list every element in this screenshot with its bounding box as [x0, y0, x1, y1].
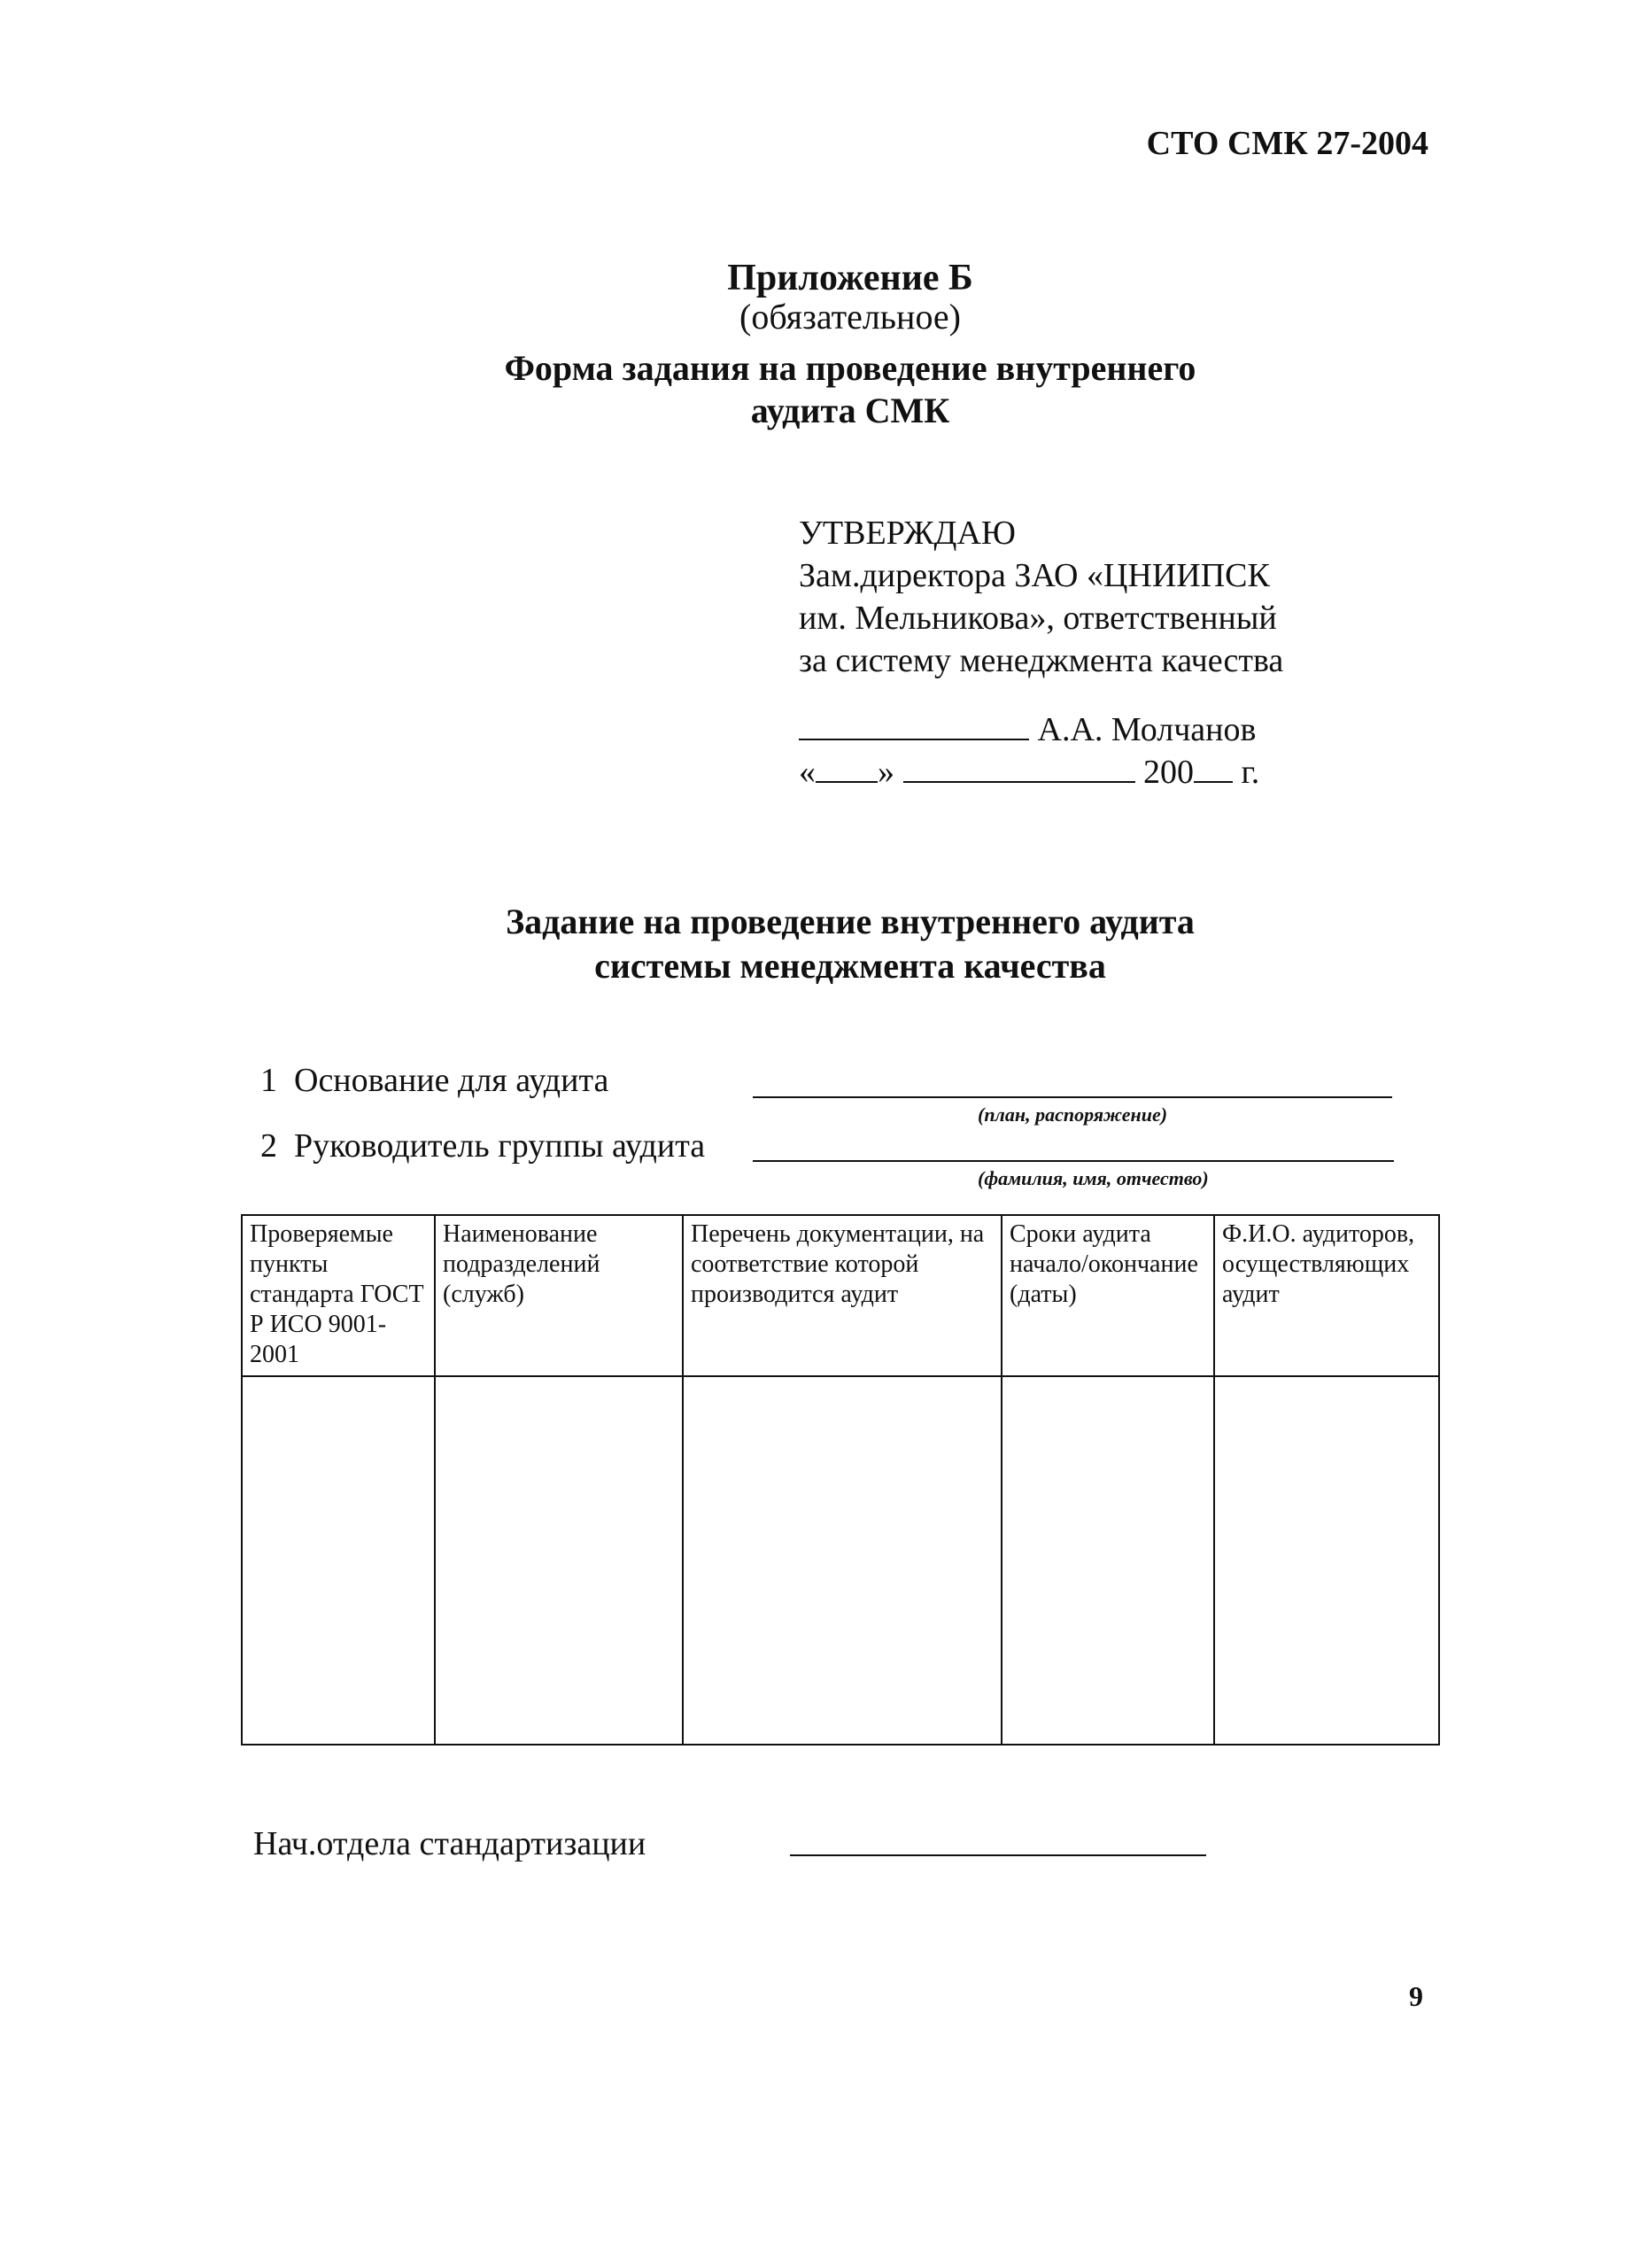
audit-basis-hint: (план, распоряжение) [978, 1103, 1168, 1126]
task-title-line-1: Задание на проведение внутреннего аудита [506, 902, 1195, 941]
signature-blank[interactable] [799, 708, 1029, 740]
table-cell[interactable] [435, 1376, 683, 1745]
form-title [0, 347, 1641, 432]
table-cell[interactable] [242, 1376, 435, 1745]
approval-heading: УТВЕРЖДАЮ [799, 515, 1016, 552]
audit-lead-input-line[interactable] [753, 1160, 1394, 1162]
task-title-line-2: системы менеджмента качества [594, 946, 1106, 986]
signer-name: А.А. Молчанов [1037, 711, 1257, 748]
form-title-line-2: аудита СМК [750, 391, 950, 430]
page-number: 9 [1409, 1980, 1423, 2012]
footer-signature-label: Нач.отдела стандартизации [253, 1825, 646, 1862]
footer-signature-line[interactable] [790, 1854, 1206, 1856]
approval-block [799, 512, 1283, 682]
header-departments: Наименование подразделений (служб) [435, 1215, 683, 1376]
approval-signature-line [799, 708, 1256, 751]
field-audit-lead [260, 1126, 705, 1165]
field-label: Руководитель группы аудита [294, 1127, 706, 1165]
quote-open: « [799, 754, 816, 791]
field-number: 1 [260, 1062, 277, 1099]
quote-close: » [878, 754, 894, 791]
month-blank[interactable] [903, 751, 1135, 783]
appendix-subtitle: (обязательное) [739, 297, 961, 337]
day-blank[interactable] [816, 751, 878, 783]
document-code: СТО СМК 27-2004 [1146, 125, 1428, 162]
audit-lead-hint: (фамилия, имя, отчество) [978, 1167, 1209, 1189]
field-label: Основание для аудита [294, 1062, 609, 1099]
year-prefix: 200 [1143, 754, 1194, 791]
table-cell[interactable] [683, 1376, 1002, 1745]
header-documents: Перечень документации, на соответствие которой производится аудит [683, 1215, 1002, 1376]
table-cell[interactable] [1002, 1376, 1214, 1745]
header-audit-dates: Сроки аудита начало/окончание (даты) [1002, 1215, 1214, 1376]
header-standard-clauses: Проверяемые пункты стандарта ГОСТ Р ИСО 9001-2001 [242, 1215, 435, 1376]
field-number: 2 [260, 1127, 277, 1165]
form-title-line-1: Форма задания на проведение внутреннего [504, 348, 1196, 388]
appendix-title: Приложение Б [727, 258, 973, 298]
table-header-row [242, 1215, 1439, 1376]
year-blank[interactable] [1194, 751, 1233, 783]
audit-basis-input-line[interactable] [753, 1096, 1392, 1098]
header-auditors: Ф.И.О. аудиторов, осуществляющих аудит [1214, 1215, 1439, 1376]
approval-line-2: им. Мельникова», ответственный [799, 600, 1277, 637]
year-suffix: г. [1241, 754, 1260, 791]
table-cell[interactable] [1214, 1376, 1439, 1745]
approval-date-line [799, 751, 1259, 793]
approval-line-1: Зам.директора ЗАО «ЦНИИПСК [799, 557, 1270, 594]
task-title [0, 900, 1641, 988]
approval-line-3: за систему менеджмента качества [799, 642, 1284, 679]
table-row [242, 1376, 1439, 1745]
field-audit-basis [260, 1061, 608, 1100]
audit-table [241, 1214, 1440, 1746]
